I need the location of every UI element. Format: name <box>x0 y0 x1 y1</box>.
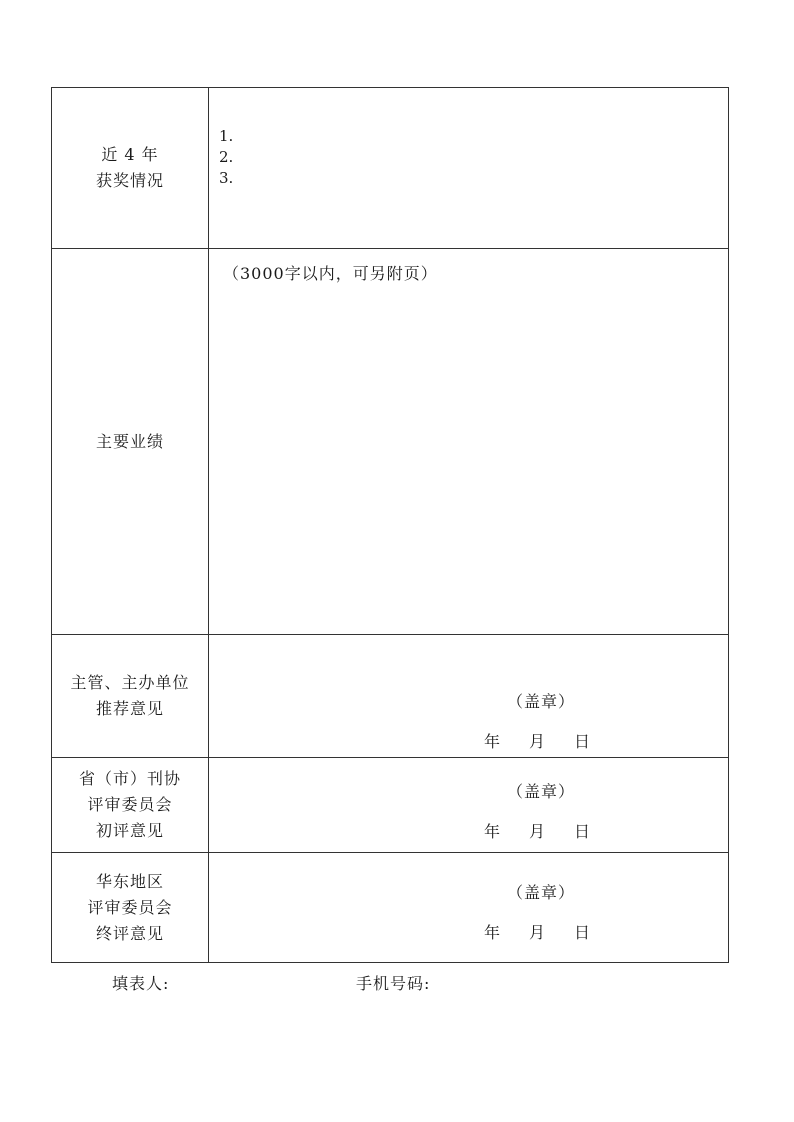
provincial-date-month: 月 <box>529 822 546 841</box>
sponsor-date <box>484 729 594 755</box>
east-china-opinion-label-line-1: 华东地区 <box>95 871 164 891</box>
sponsor-opinion-row <box>52 635 729 758</box>
sponsor-opinion-field[interactable] <box>209 635 729 758</box>
provincial-date-day: 日 <box>574 822 591 841</box>
application-form-table <box>51 87 729 963</box>
east-china-opinion-label-line-2: 评审委员会 <box>87 897 173 917</box>
awards-row <box>52 88 729 249</box>
phone-number-label: 手机号码: <box>356 974 431 993</box>
awards-label <box>52 88 209 249</box>
sponsor-date-day: 日 <box>574 732 591 751</box>
east-china-seal-text: （盖章） <box>507 883 576 902</box>
awards-item-3: 3. <box>219 169 234 187</box>
east-china-date-day: 日 <box>574 923 591 942</box>
provincial-opinion-label <box>52 758 209 853</box>
east-china-opinion-label <box>52 853 209 963</box>
east-china-opinion-label-line-3: 终评意见 <box>95 923 164 943</box>
achievements-field[interactable] <box>209 249 729 635</box>
east-china-date-month: 月 <box>529 923 546 942</box>
east-china-date-year: 年 <box>484 923 501 942</box>
east-china-opinion-row <box>52 853 729 963</box>
provincial-opinion-label-line-1: 省（市）刊协 <box>78 769 181 788</box>
achievements-label: 主要业绩 <box>52 249 209 635</box>
provincial-date <box>484 819 594 845</box>
provincial-seal-text: （盖章） <box>507 782 576 801</box>
provincial-opinion-field[interactable] <box>209 758 729 853</box>
provincial-opinion-row <box>52 758 729 853</box>
sponsor-opinion-label-line-1: 主管、主办单位 <box>70 673 190 692</box>
awards-list <box>219 126 233 189</box>
provincial-opinion-label-line-2: 评审委员会 <box>87 795 173 814</box>
provincial-date-year: 年 <box>484 822 501 841</box>
awards-item-1: 1. <box>219 127 234 145</box>
filler-label: 填表人: <box>112 974 170 993</box>
awards-field[interactable] <box>209 88 729 249</box>
achievements-row <box>52 249 729 635</box>
sponsor-date-year: 年 <box>484 732 501 751</box>
sponsor-opinion-label <box>52 635 209 758</box>
awards-label-line-1: 近 4 年 <box>101 145 159 164</box>
sponsor-date-month: 月 <box>529 732 546 751</box>
provincial-opinion-label-line-3: 初评意见 <box>95 821 164 840</box>
awards-item-2: 2. <box>219 148 234 166</box>
east-china-date <box>484 920 594 946</box>
awards-label-line-2: 获奖情况 <box>95 171 164 190</box>
sponsor-seal-text: （盖章） <box>507 692 576 711</box>
east-china-opinion-field[interactable] <box>209 853 729 963</box>
sponsor-opinion-label-line-2: 推荐意见 <box>95 699 164 718</box>
achievements-hint: （3000字以内，可另附页） <box>223 264 438 283</box>
